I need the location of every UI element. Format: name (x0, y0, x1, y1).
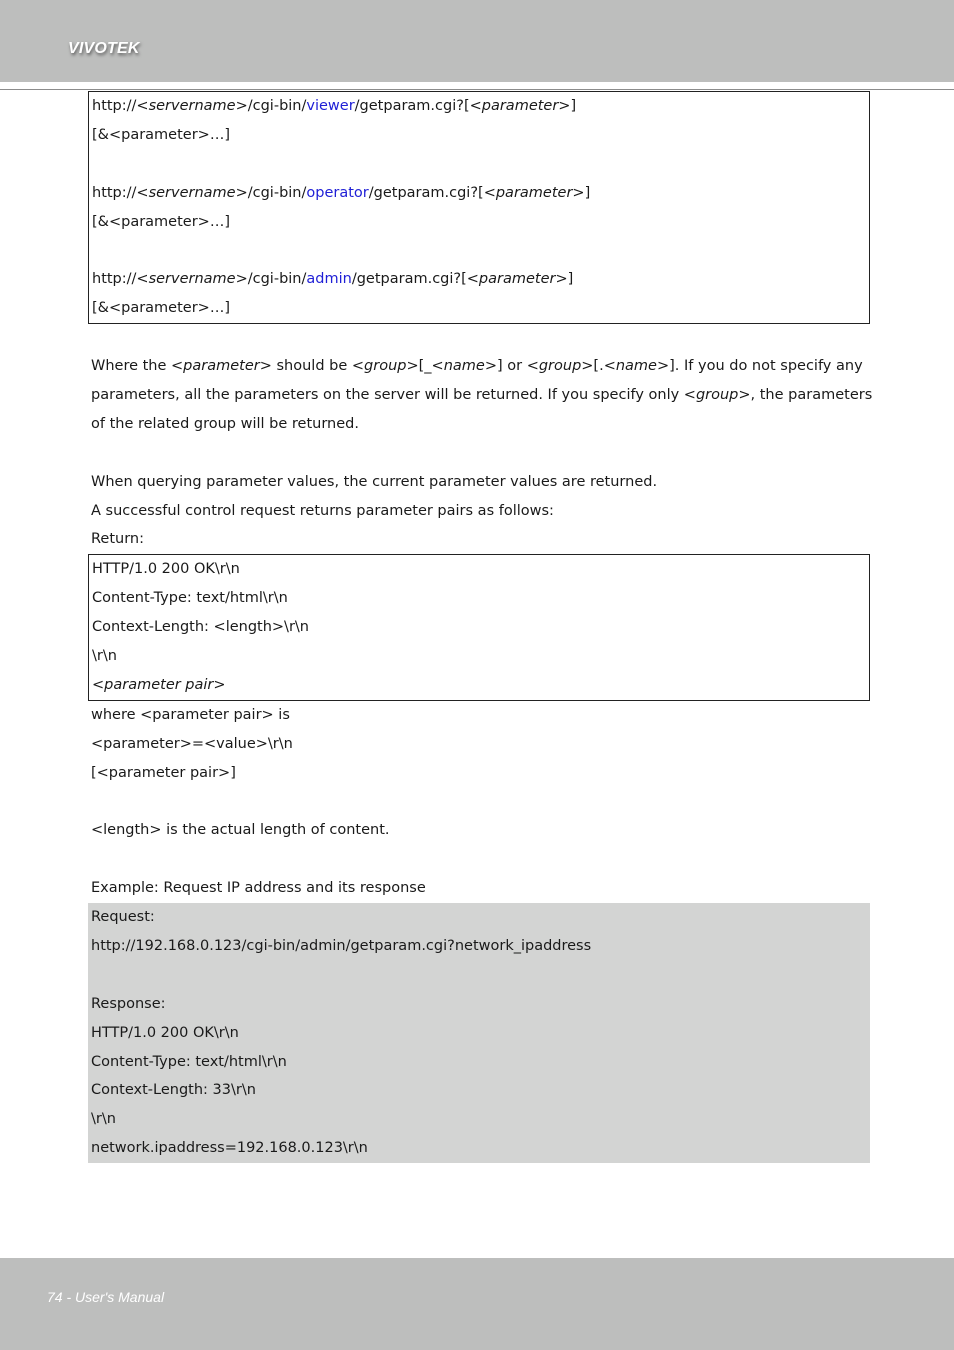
page-header (0, 0, 954, 82)
parameter-description: Where the <parameter> should be <group>[_<name>] or <group>[.<name>]. If you do not specify any parameters, all the parameters on the server will be returned. If you specify only <group>, the parameters of the related group will be returned. (91, 358, 873, 432)
role-operator: operator (306, 184, 369, 201)
request-label: Request: (91, 909, 155, 926)
example-title: Example: Request IP address and its response (91, 880, 426, 897)
query-note: When querying parameter values, the current parameter values are returned. A successful control request returns parameter pairs as follows: Return: (91, 473, 658, 548)
page-number: 74 - User's Manual (47, 1289, 165, 1305)
page-footer (0, 1258, 954, 1350)
example-box: Request: http://192.168.0.123/cgi-bin/admin/getparam.cgi?network_ipaddress Response: HTTP/1.0 200 OK\r\n Content-Type: text/html\r\n Context-Length: 33\r\n \r\n network.ipaddress=192.168.0.123\r\n (88, 903, 870, 1163)
header-rule (0, 89, 954, 90)
page-content (88, 91, 873, 1163)
url-continuation: [&<parameter>…] (92, 126, 230, 143)
url-syntax-box (88, 91, 870, 324)
role-viewer: viewer (306, 98, 355, 114)
url-continuation: [&<parameter>…] (92, 213, 230, 230)
length-note: <length> is the actual length of content. (91, 822, 390, 839)
response-label: Response: (91, 995, 166, 1012)
url-line-operator: http://<servername>/cgi-bin/operator/getparam.cgi?[<parameter>] (92, 184, 591, 201)
role-admin: admin (306, 271, 352, 288)
url-continuation: [&<parameter>…] (92, 300, 230, 317)
url-line-admin: http://<servername>/cgi-bin/admin/getparam.cgi?[<parameter>] (92, 271, 574, 288)
brand-logo: VIVOTEK (68, 40, 140, 57)
url-line-viewer: http://<servername>/cgi-bin/viewer/getparam.cgi?[<parameter>] (92, 98, 577, 114)
request-url: http://192.168.0.123/cgi-bin/admin/getparam.cgi?network_ipaddress (91, 937, 592, 954)
parameter-pair-definition: where <parameter pair> is <parameter>=<value>\r\n [<parameter pair>] (91, 706, 293, 781)
return-format-box: HTTP/1.0 200 OK\r\n Content-Type: text/html\r\n Context-Length: <length>\r\n \r\n <parameter pair> (88, 554, 870, 700)
